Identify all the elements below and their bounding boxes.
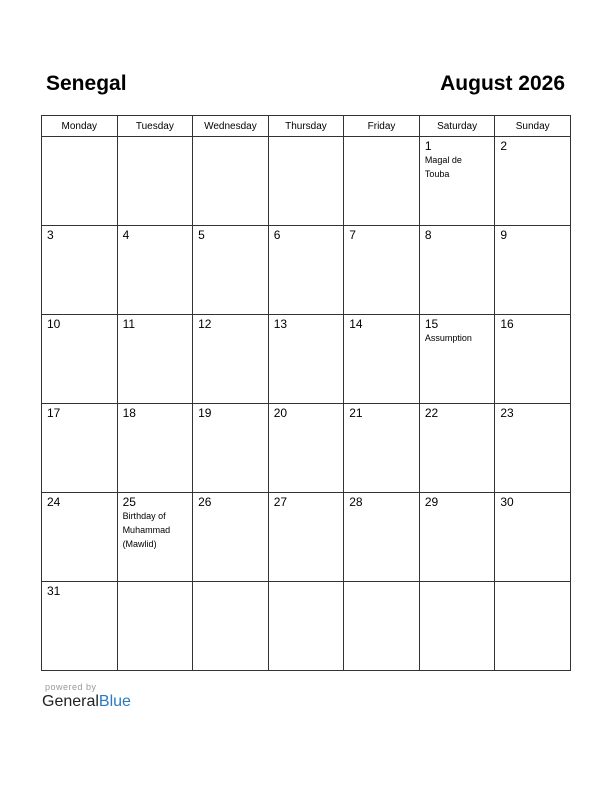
day-cell — [42, 404, 118, 493]
week-row — [42, 493, 571, 582]
day-number: 10 — [47, 317, 61, 331]
day-cell — [268, 493, 344, 582]
weekday-header: Sunday — [495, 116, 571, 137]
holiday-label: Touba — [424, 169, 450, 179]
day-cell — [344, 226, 420, 315]
day-cell — [42, 137, 118, 226]
holiday-label: (Mawlid) — [122, 539, 157, 549]
day-number — [118, 582, 193, 585]
weekday-header: Saturday — [419, 116, 495, 137]
day-cell — [193, 315, 269, 404]
day-cell — [268, 226, 344, 315]
day-cell — [268, 582, 344, 671]
day-cell — [117, 315, 193, 404]
brand-general: General — [42, 693, 99, 710]
day-cell — [419, 404, 495, 493]
day-cell — [193, 404, 269, 493]
day-number: 22 — [424, 406, 439, 420]
day-cell — [419, 582, 495, 671]
holiday-label: Magal de — [424, 155, 462, 165]
weekday-header: Wednesday — [193, 116, 269, 137]
day-number: 17 — [47, 406, 61, 420]
day-number: 4 — [122, 228, 130, 242]
day-number: 27 — [273, 495, 288, 509]
holiday-label: Birthday of — [122, 511, 166, 521]
day-number: 19 — [198, 406, 212, 420]
day-cell — [117, 404, 193, 493]
day-number: 11 — [122, 317, 136, 331]
day-number — [269, 582, 344, 585]
day-number: 6 — [273, 228, 281, 242]
day-cell — [268, 137, 344, 226]
day-number — [344, 137, 419, 140]
day-cell — [495, 493, 571, 582]
day-cell — [193, 137, 269, 226]
day-cell — [42, 493, 118, 582]
day-number: 5 — [198, 228, 205, 242]
day-number — [118, 137, 193, 140]
week-row — [42, 315, 571, 404]
day-cell — [117, 493, 193, 582]
day-cell — [419, 137, 495, 226]
day-number — [193, 137, 268, 140]
day-number — [269, 137, 344, 140]
day-number: 23 — [500, 406, 514, 420]
day-cell — [495, 137, 571, 226]
day-number: 29 — [424, 495, 439, 509]
generalblue-logo[interactable] — [42, 693, 131, 711]
day-cell — [419, 315, 495, 404]
day-number: 24 — [47, 495, 61, 509]
day-number: 26 — [198, 495, 212, 509]
day-cell — [268, 404, 344, 493]
day-cell — [495, 404, 571, 493]
day-cell — [193, 226, 269, 315]
day-cell — [42, 582, 118, 671]
day-number: 8 — [424, 228, 432, 242]
brand-blue: Blue — [98, 693, 131, 710]
day-number: 2 — [500, 139, 508, 153]
day-cell — [495, 226, 571, 315]
day-number: 18 — [122, 406, 136, 420]
week-row — [42, 582, 571, 671]
day-number: 30 — [500, 495, 514, 509]
holiday-label: Assumption — [424, 333, 472, 343]
day-cell — [193, 582, 269, 671]
day-cell — [117, 582, 193, 671]
day-cell — [344, 493, 420, 582]
day-cell — [268, 315, 344, 404]
weekday-header: Friday — [344, 116, 420, 137]
holiday-label: Muhammad — [122, 525, 171, 535]
day-cell — [193, 493, 269, 582]
day-number: 21 — [349, 406, 363, 420]
day-cell — [419, 226, 495, 315]
day-cell — [117, 226, 193, 315]
week-row — [42, 226, 571, 315]
weekday-header: Thursday — [268, 116, 344, 137]
day-number: 15 — [424, 317, 439, 331]
day-number: 20 — [273, 406, 288, 420]
day-number: 12 — [198, 317, 212, 331]
powered-by-label: powered by — [45, 682, 97, 692]
day-number — [193, 582, 268, 585]
day-number: 16 — [500, 317, 514, 331]
day-cell — [344, 582, 420, 671]
day-cell — [344, 137, 420, 226]
day-number: 25 — [122, 495, 136, 509]
day-number: 14 — [349, 317, 363, 331]
day-cell — [117, 137, 193, 226]
calendar-grid — [41, 115, 571, 671]
week-row — [42, 137, 571, 226]
day-number: 1 — [424, 139, 432, 153]
day-number: 3 — [47, 228, 54, 242]
day-number: 28 — [349, 495, 363, 509]
day-cell — [495, 315, 571, 404]
day-number — [420, 582, 495, 585]
day-number — [42, 137, 117, 140]
day-cell — [419, 493, 495, 582]
country-title: Senegal — [46, 72, 127, 95]
day-cell — [495, 582, 571, 671]
week-row — [42, 404, 571, 493]
day-cell — [42, 226, 118, 315]
day-number — [344, 582, 419, 585]
day-cell — [42, 315, 118, 404]
day-cell — [344, 315, 420, 404]
day-number: 13 — [273, 317, 288, 331]
weekday-header: Tuesday — [117, 116, 193, 137]
day-number: 31 — [47, 584, 61, 598]
day-number: 7 — [349, 228, 356, 242]
day-number — [495, 582, 570, 585]
weekday-header: Monday — [42, 116, 118, 137]
day-cell — [344, 404, 420, 493]
month-title: August 2026 — [440, 72, 565, 95]
weekday-header-row — [42, 116, 571, 137]
day-number: 9 — [500, 228, 508, 242]
